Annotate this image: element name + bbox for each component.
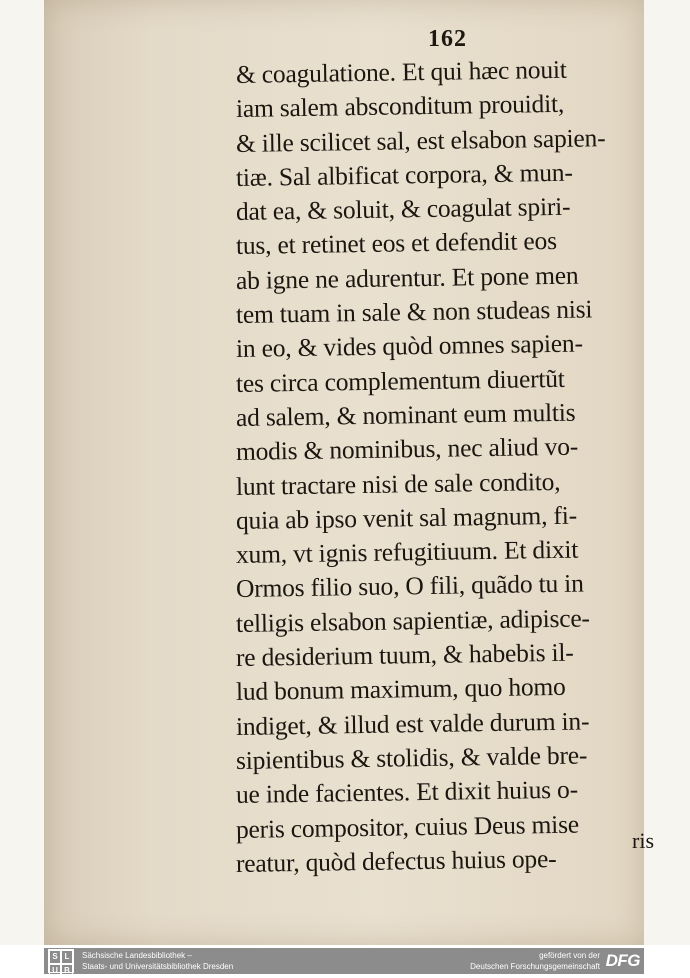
text-line: modis & nominibus, nec aliud vo- <box>235 431 579 467</box>
text-line: ue inde facientes. Et dixit huius o- <box>235 774 579 810</box>
catchword: ris <box>632 828 654 853</box>
funding-credit <box>470 950 600 972</box>
book-page <box>44 0 654 945</box>
page-text <box>235 54 676 881</box>
text-line: dat ea, & soluit, & coagulat spiri- <box>235 191 571 227</box>
text-line: & coagulatione. Et qui hæc nouit <box>235 54 567 89</box>
text-line: sipientibus & stolidis, & valde bre- <box>235 740 588 775</box>
text-line: Ormos filio suo, O fili, quãdo tu in <box>235 568 584 604</box>
text-line: lunt tractare nisi de sale condito, <box>235 466 561 501</box>
text-line: ab igne ne adurentur. Et pone men <box>235 260 579 295</box>
text-line: tus, et retinet eos et defendit eos <box>235 226 558 261</box>
library-line-2: Staats- und Universitätsbibliothek Dresden <box>82 962 234 971</box>
text-line: tes circa complementum diuertũt <box>235 363 565 398</box>
text-line: in eo, & vides quòd omnes sapien- <box>235 328 583 364</box>
text-line: iam salem absconditum prouidit, <box>235 89 565 124</box>
funding-line-2: Deutschen Forschungsgemeinschaft <box>470 962 600 971</box>
footer-bar <box>44 948 644 974</box>
text-line: lud bonum maximum, quo homo <box>235 672 566 707</box>
text-line: xum, vt ignis refugitiuum. Et dixit <box>235 534 579 570</box>
logo-letter: U <box>49 964 61 978</box>
logo-letter: B <box>61 964 73 978</box>
text-line: & ille scilicet sal, est elsabon sapien- <box>235 122 606 158</box>
library-line-1: Sächsische Landesbibliothek – <box>82 951 192 960</box>
text-line: telligis elsabon sapientiæ, adipisce- <box>235 603 590 638</box>
text-line: tiæ. Sal albificat corpora, & mun- <box>235 157 573 192</box>
logo-letter: S <box>49 950 61 964</box>
dfg-logo: DFG <box>605 951 640 970</box>
text-line: quia ab ipso venit sal magnum, fi- <box>235 500 578 535</box>
funding-line-1: gefördert von der <box>539 951 600 960</box>
logo-letter: L <box>61 950 73 964</box>
text-line: tem tuam in sale & non studeas nisi <box>235 294 593 330</box>
library-name <box>82 950 233 972</box>
slub-logo <box>48 949 74 973</box>
page-number: 162 <box>428 26 467 52</box>
text-line: ad salem, & nominant eum multis <box>235 397 576 432</box>
text-line: re desiderium tuum, & habebis il- <box>235 637 574 673</box>
text-line: reatur, quòd defectus huius ope- <box>235 843 557 878</box>
text-line: indiget, & illud est valde durum in- <box>235 706 590 741</box>
text-line: peris compositor, cuius Deus mise <box>235 809 580 844</box>
